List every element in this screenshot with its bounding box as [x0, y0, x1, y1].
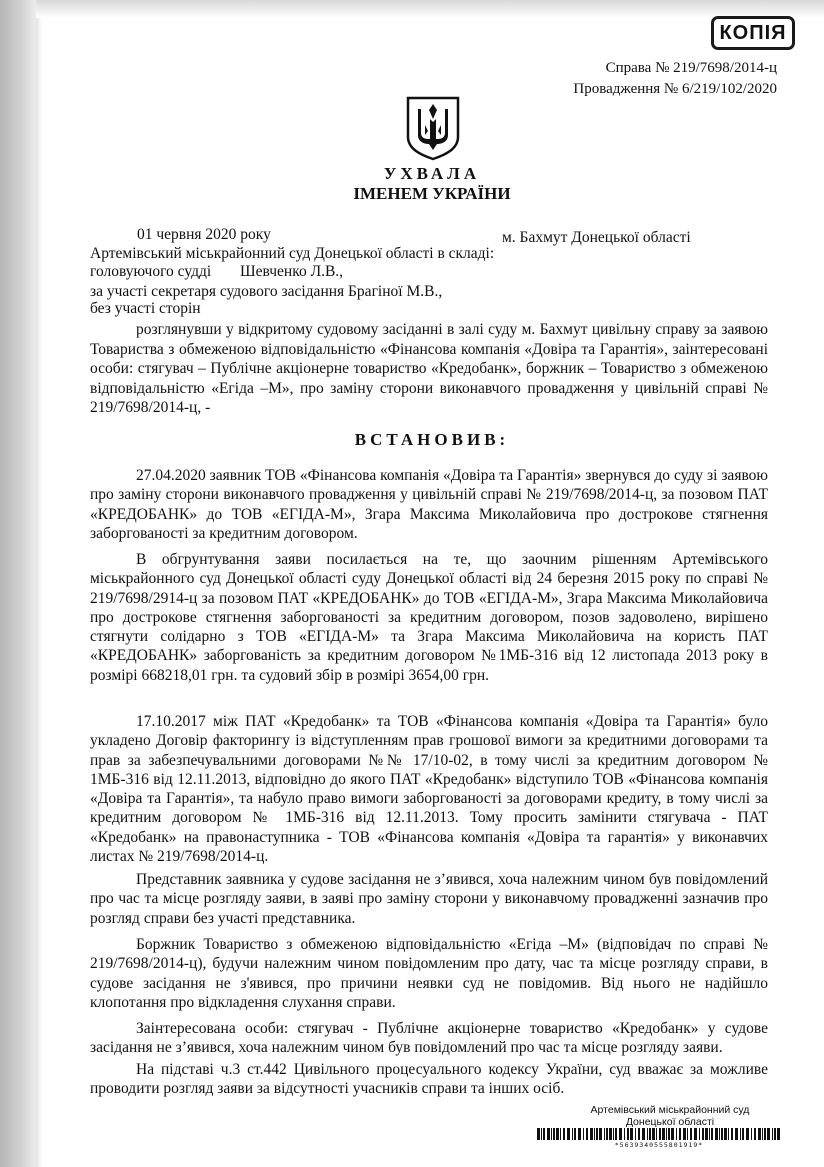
parties-note: без участі сторін [90, 300, 201, 317]
body-paragraph-6: Заінтересована особи: стягувач - Публічне акціонерне товариство «Кредобанк» у судове засідання не з’явився, хоча належним чином був повідомлений про час та місце розгляду заяви. [90, 1020, 768, 1057]
trident-emblem-icon [405, 95, 461, 161]
proceeding-number: Провадження № 6/219/102/2020 [573, 81, 777, 97]
body-paragraph-7: На підставі ч.3 ст.442 Цивільного процесуального кодексу України, суд вважає за можливе проводити розгляд заяви за відсутності учасників справи та інших осіб. [90, 1061, 768, 1098]
footer-court-line-1: Артемівський міськрайонний суд [590, 1104, 750, 1116]
document-subtitle: ІМЕНЕМ УКРАЇНИ [353, 184, 511, 203]
body-paragraph-3: 17.10.2017 між ПАТ «Кредобанк» та ТОВ «Фінансова компанія «Довіра та Гарантія» було укладено Договір факторингу із відступленням прав грошової вимоги за кредитними договорами та прав за забезпечувальними договорами №№ 17/10-02, в тому числі за кредитним договором № 1МБ-316 від 12.11.2013, відповідно до якого ПАТ «Кредобанк» відступило ТОВ «Фінансова компанія «Довіра та Гарантія», та набуло право вимоги заборгованості за договорами кредиту, в тому числі за кредитним договором № 1МБ-316 від 12.11.2013. Тому просить замінити стягувача - ПАТ «Кредобанк» на правонаступника - ТОВ «Фінансова компанія «Довіра та гарантія» у виконавчих листах № 219/7698/2014-ц. [90, 713, 768, 866]
scan-top-shade [36, 0, 824, 18]
ruling-date: 01 червня 2020 року [137, 226, 271, 243]
intro-paragraph: розглянувши у відкритому судовому засіданні в залі суду м. Бахмут цивільну справу за заявою Товариства з обмеженою відповідальністю «Фінансова компанія «Довіра та Гарантія», заінтересовані особи: стягувач – Публічне акціонерне товариство «Кредобанк», боржник – Товариство з обмеженою відповідальністю «Егіда –М», про заміну сторони виконавчого провадження у цивільній справі № 219/7698/2014-ц, - [90, 321, 768, 416]
body-paragraph-1: 27.04.2020 заявник ТОВ «Фінансова компанія «Довіра та Гарантія» звернувся до суду зі заявою про заміну сторони виконавчого провадження у цивільній справі № 219/7698/2014-ц, за позовом ПАТ «КРЕДОБАНК» до ТОВ «ЕГІДА-М», Згара Максима Миколайовича про дострокове стягнення заборгованості за кредитним договором. [90, 467, 768, 542]
presiding-label: головуючого судді [90, 263, 212, 280]
copy-stamp: КОПІЯ [711, 16, 795, 50]
case-number: Справа № 219/7698/2014-ц [605, 60, 777, 76]
presiding-judge: Шевченко Л.В., [240, 263, 344, 280]
footer-court-line-2: Донецької області [625, 1116, 715, 1128]
footer-court-name [560, 1104, 780, 1128]
body-paragraph-4: Представник заявника у судове засідання не з’явився, хоча належним чином був повідомлений про час та місце розгляду заяви, в заяві про заміну сторони у виконавчому провадженні зазначив про розгляд справи без участі представника. [90, 871, 768, 927]
established-heading: ВСТАНОВИВ: [354, 430, 510, 449]
court-composition: Артемівський міськрайонний суд Донецької області в складі: [90, 245, 495, 262]
secretary-line: за участі секретаря судового засідання Брагіної М.В., [90, 283, 443, 300]
barcode-icon [537, 1128, 781, 1140]
body-paragraph-2: В обгрунтування заяви посилається на те, що заочним рішенням Артемівського міськрайонного суд Донецької області суду Донецької області від 24 березня 2015 року по справі № 219/7698/2914-ц за позовом ПАТ «КРЕДОБАНК» до ТОВ «ЕГІДА-М», Згара Максима Миколайовича про дострокове стягнення заборгованості за кредитним договором, позов задоволено, вирішено стягнути солідарно з ТОВ «ЕГІДА-М» та Згара Максима Миколайовича на користь ПАТ «КРЕДОБАНК» заборгованість за кредитним договором №1МБ-316 від 12 листопада 2013 року в розмірі 668218,01 грн. та судовий збір в розмірі 3654,00 грн. [90, 551, 768, 684]
barcode-text: *5639340555801919* [614, 1141, 704, 1149]
ruling-place: м. Бахмут Донецької області [502, 229, 691, 246]
document-type: УХВАЛА [383, 164, 481, 183]
case-info [573, 58, 777, 100]
body-paragraph-5: Боржник Товариство з обмеженою відповідальністю «Егіда –М» (відповідач по справі № 219/7698/2014-ц), будучи належним чином повідомленим про дату, час та місце розгляду справи, в судове засідання не з'явився, про причини неявки суд не повідомив. Від нього не надійшло клопотання про відкладення слухання справи. [90, 936, 768, 1011]
